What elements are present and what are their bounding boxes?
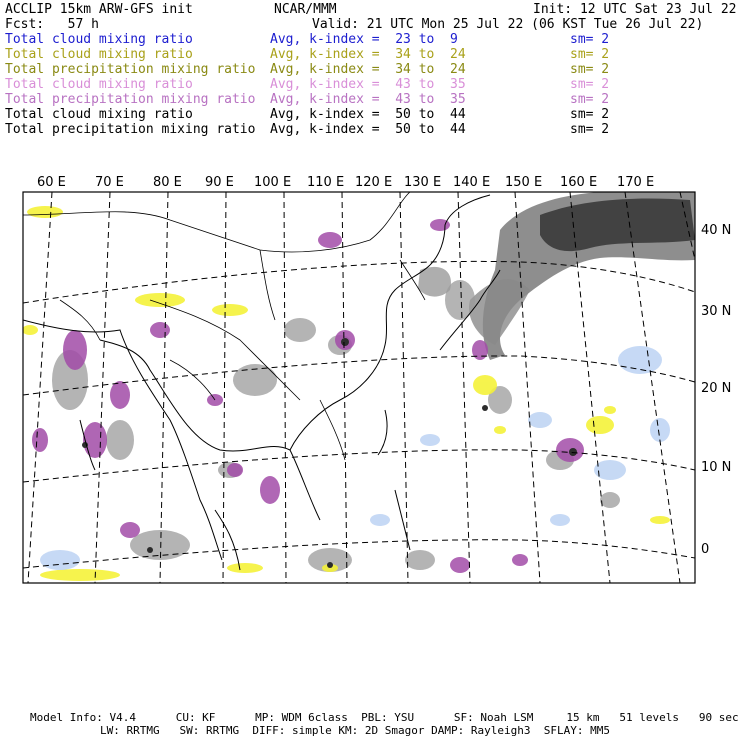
legend-smoothing: sm= 2 (570, 122, 610, 137)
longitude-label: 70 E (95, 175, 124, 190)
legend-field-name: Total cloud mixing ratio (5, 77, 193, 92)
header-init: Init: 12 UTC Sat 23 Jul 22 (533, 2, 737, 17)
legend-smoothing: sm= 2 (570, 47, 610, 62)
footer-physics-info: LW: RRTMG SW: RRTMG DIFF: simple KM: 2D Smagor DAMP: Rayleigh3 SFLAY: MM5 (100, 724, 610, 737)
latitude-label: 20 N (701, 381, 732, 396)
header-title-center: NCAR/MMM (274, 2, 337, 17)
latitude-label: 30 N (701, 304, 732, 319)
longitude-label: 90 E (205, 175, 234, 190)
longitude-label: 110 E (307, 175, 345, 190)
longitude-label: 120 E (355, 175, 393, 190)
legend-field-name: Total cloud mixing ratio (5, 32, 193, 47)
legend-field-name: Total precipitation mixing ratio (5, 92, 256, 107)
latitude-label: 40 N (701, 223, 732, 238)
legend-level-range: Avg, k-index = 43 to 35 (270, 77, 466, 92)
legend-level-range: Avg, k-index = 34 to 24 (270, 62, 466, 77)
longitude-label: 170 E (617, 175, 655, 190)
legend-smoothing: sm= 2 (570, 77, 610, 92)
legend-smoothing: sm= 2 (570, 32, 610, 47)
legend-field-name: Total precipitation mixing ratio (5, 62, 256, 77)
latitude-label: 10 N (701, 460, 732, 475)
longitude-label: 160 E (560, 175, 598, 190)
legend-field-name: Total cloud mixing ratio (5, 47, 193, 62)
header-fcst: Fcst: 57 h (5, 17, 99, 32)
longitude-label: 130 E (404, 175, 442, 190)
longitude-label: 60 E (37, 175, 66, 190)
legend-level-range: Avg, k-index = 34 to 24 (270, 47, 466, 62)
legend-smoothing: sm= 2 (570, 92, 610, 107)
longitude-label: 150 E (505, 175, 543, 190)
latitude-label: 0 (701, 542, 710, 557)
longitude-label: 140 E (453, 175, 491, 190)
map-plot-area (22, 192, 695, 583)
legend-field-name: Total precipitation mixing ratio (5, 122, 256, 137)
legend-smoothing: sm= 2 (570, 62, 610, 77)
legend-field-name: Total cloud mixing ratio (5, 107, 193, 122)
longitude-labels (37, 175, 654, 190)
longitude-label: 80 E (153, 175, 182, 190)
header-valid: Valid: 21 UTC Mon 25 Jul 22 (06 KST Tue 26 Jul 22) (312, 17, 704, 32)
legend-level-range: Avg, k-index = 50 to 44 (270, 122, 466, 137)
latitude-labels (701, 223, 731, 557)
legend-level-range: Avg, k-index = 50 to 44 (270, 107, 466, 122)
longitude-label: 100 E (254, 175, 292, 190)
legend-smoothing: sm= 2 (570, 107, 610, 122)
footer-model-info: Model Info: V4.4 CU: KF MP: WDM 6class PBL: YSU SF: Noah LSM 15 km 51 levels 90 sec (30, 711, 739, 724)
legend-level-range: Avg, k-index = 23 to 9 (270, 32, 458, 47)
legend-level-range: Avg, k-index = 43 to 35 (270, 92, 466, 107)
header-title-left: ACCLIP 15km ARW-GFS init (5, 2, 193, 17)
